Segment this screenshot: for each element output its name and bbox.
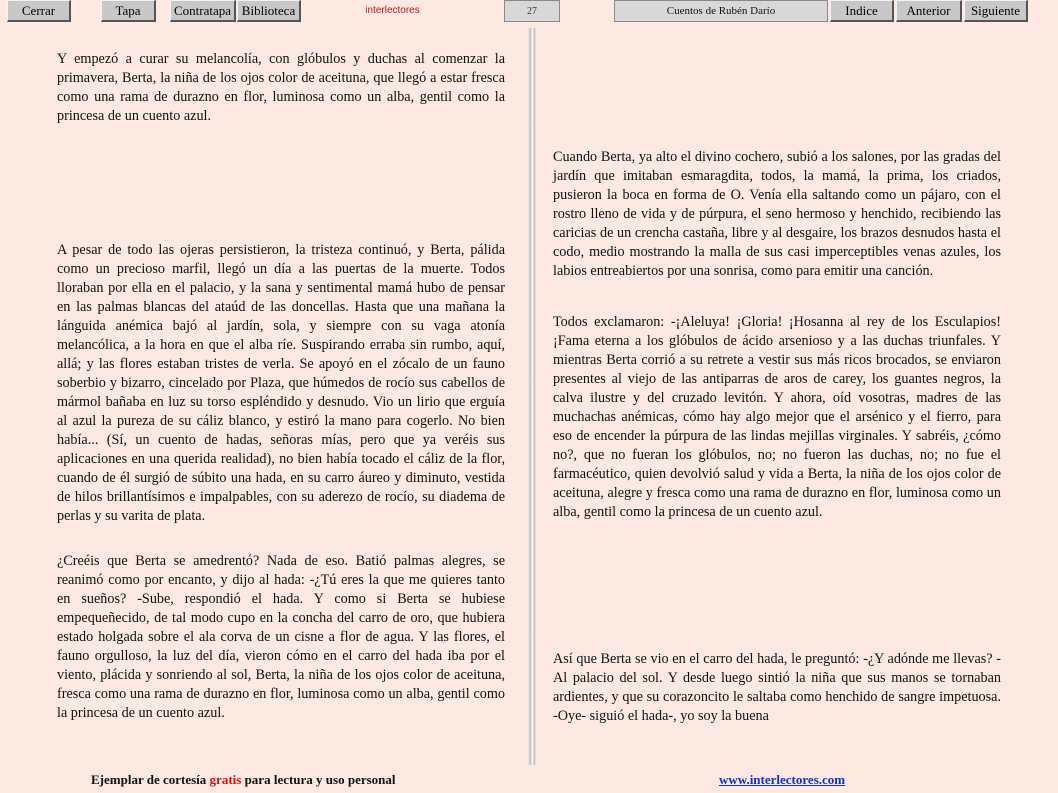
page-number: 27 [527, 5, 537, 17]
page-divider [528, 28, 536, 765]
back-cover-button[interactable]: Contratapa [170, 0, 236, 22]
next-button[interactable]: Siguiente [964, 0, 1028, 22]
library-button[interactable]: Biblioteca [237, 0, 301, 22]
brand-logo: interlectores [365, 5, 420, 16]
cover-button[interactable]: Tapa [101, 0, 156, 22]
courtesy-free: gratis [209, 772, 242, 787]
book-title-box [614, 0, 828, 22]
right-paragraph-2: Todos exclamaron: -¡Aleluya! ¡Gloria! ¡Hosanna al rey de los Esculapios! ¡Fama eterna a los glóbulos de ácido arsenioso y a las duchas triunfales. Y mientras Berta corrió a su retrete a vestir sus más ricos brocados, se enviaron presentes al viejo de las antiparras de aros de carey, los guantes negros, la calva ilustre y del cruzado levitón. Y ahora, oíd vosotras, madres de las muchachas anémicas, cómo hay algo mejor que el arsénico y el fierro, para eso de encender la púrpura de las lindas mejillas virginales. Y sabréis, ¿cómo no?, que no fueran los glóbulos, no; no fueron las duchas, no; no fue el farmacéutico, quien devolvió salud y vida a Berta, la niña de los ojos color de aceituna, alegre y fresca como una rama de durazno en flor, luminosa como un alba, gentil como la princesa de un cuento azul. [553, 314, 1001, 520]
close-button[interactable]: Cerrar [7, 0, 71, 22]
courtesy-note [91, 772, 396, 788]
top-toolbar [0, 0, 1058, 28]
courtesy-suffix: para lectura y uso personal [244, 772, 396, 787]
left-paragraph-2: A pesar de todo las ojeras persistieron, la tristeza continuó, y Berta, pálida como un precioso marfil, llegó un día a las puertas de la muerte. Todos lloraban por ella en el palacio, y la sana y sentimental mamá hubo de pensar en las palmas blancas del ataúd de las doncellas. Hasta que una mañana la lánguida anémica bajó al jardín, sola, y siempre con su vaga atonía melancólica, a la hora en que el alba ríe. Suspirando erraba sin rumbo, aquí, allá; y las flores estaban tristes de verla. Se apoyó en el zócalo de un fauno soberbio y bizarro, cincelado por Plaza, que húmedos de rocío sus cabellos de mármol bañaba en luz su torso espléndido y desnudo. Vio un lirio que erguía al azul la pureza de su cáliz blanco, y estiró la mano para cogerlo. No bien había... (Sí, un cuento de hadas, señoras mías, pero que ya veréis sus aplicaciones en una querida realidad), no bien había tocado el cáliz de la flor, cuando de él surgió de súbito una hada, en su carro áureo y diminuto, vestida de hilos brillantísimos e impalpables, con su aderezo de rocío, su diadema de perlas y su varita de plata. [57, 242, 505, 524]
page-number-box [504, 0, 560, 22]
courtesy-prefix: Ejemplar de cortesía [91, 772, 207, 787]
website-link[interactable]: www.interlectores.com [719, 772, 846, 787]
right-paragraph-1: Cuando Berta, ya alto el divino cochero, subió a los salones, por las gradas del jardín que imitaban esmaragdita, todos, la mamá, la prima, los criados, pusieron la boca en forma de O. Venía ella saltando como un pájaro, con el rostro lleno de vida y de púrpura, el seno hermoso y henchido, recibiendo las caricias de un crencha castaña, libre y al desgaire, los brazos desnudos hasta el codo, medio mostrando la malla de sus casi imperceptibles venas azules, los labios entreabiertos por una sonrisa, como para emitir una canción. [553, 149, 1001, 279]
index-button[interactable]: Indice [830, 0, 894, 22]
left-paragraph-3: ¿Creéis que Berta se amedrentó? Nada de eso. Batió palmas alegres, se reanimó como por encanto, y dijo al hada: -¿Tú eres la que me quieres tanto en sueños? -Sube, respondió el hada. Y como si Berta se hubiese empequeñecido, de tal modo cupo en la concha del carro de oro, que hubiera estado holgada sobre el ala corva de un cisne a flor de agua. Y las flores, el fauno orgulloso, la luz del día, vieron cómo en el carro del hada iba por el viento, plácida y sonriendo al sol, Berta, la niña de los ojos color de aceituna, fresca como una rama de durazno en flor, luminosa como un alba, gentil como la princesa de un cuento azul. [57, 553, 505, 721]
left-paragraph-1: Y empezó a curar su melancolía, con glóbulos y duchas al comenzar la primavera, Berta, la niña de los ojos color de aceituna, que llegó a estar fresca como una rama de durazno en flor, luminosa como un alba, gentil como la princesa de un cuento azul. [57, 51, 505, 124]
previous-button[interactable]: Anterior [896, 0, 962, 22]
book-title: Cuentos de Rubén Darío [666, 5, 776, 17]
right-paragraph-3: Así que Berta se vio en el carro del hada, le preguntó: -¿Y adónde me llevas? -Al palacio del sol. Y desde luego sintió la niña que sus manos se tornaban ardientes, y que su corazoncito le saltaba como henchido de sangre impetuosa. -Oye- siguió el hada-, yo soy la buena [553, 651, 1001, 724]
